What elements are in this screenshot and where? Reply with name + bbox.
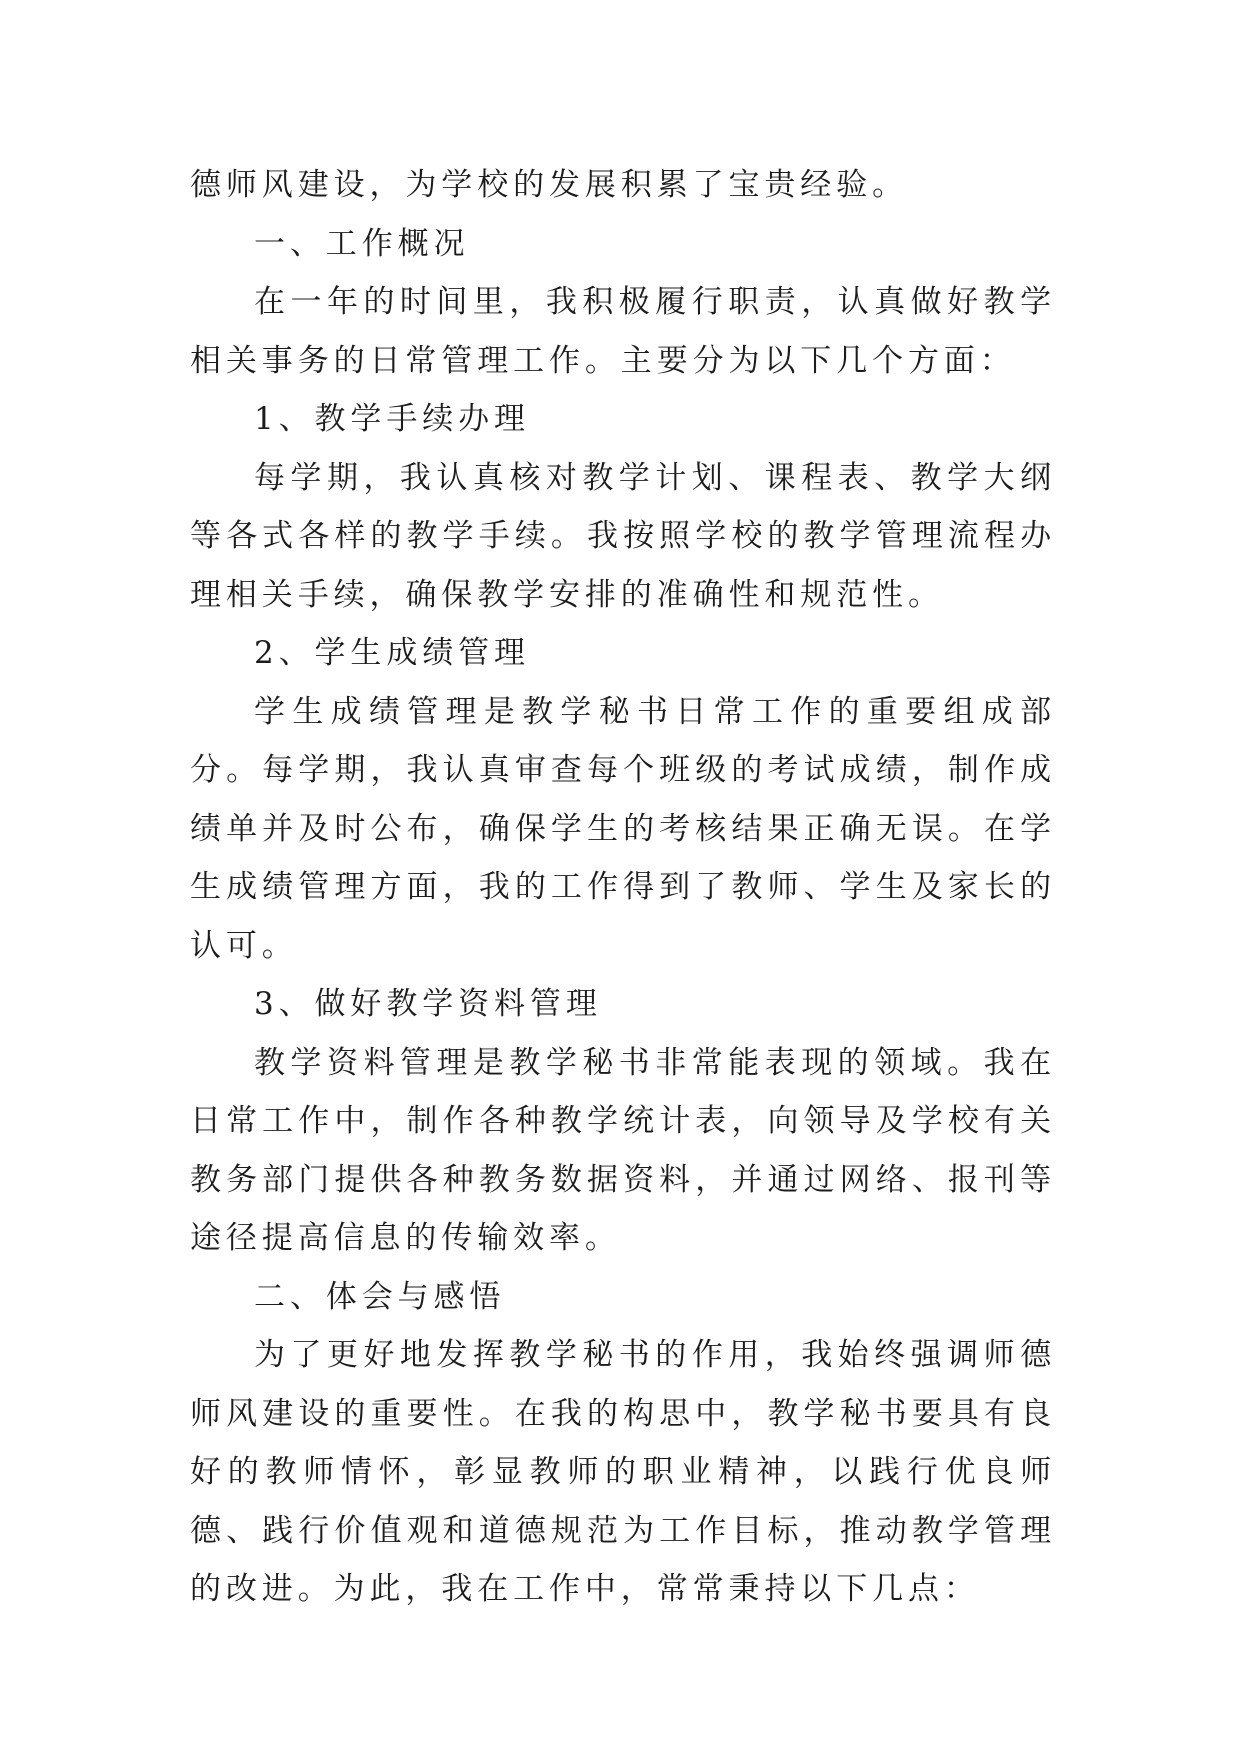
subheading-grade-management: 2、学生成绩管理	[254, 635, 530, 671]
document-body	[190, 156, 1056, 1619]
paragraph-grade-management: 学生成绩管理是教学秘书日常工作的重要组成部分。每学期，我认真审查每个班级的考试成绩，制作成绩单并及时公布，确保学生的考核结果正确无误。在学生成绩管理方面，我的工作得到了教师、学生及家长的认可。	[190, 693, 1056, 964]
section-heading-work-overview: 一、工作概况	[254, 225, 470, 262]
subheading-materials-management: 3、做好教学资料管理	[254, 986, 602, 1022]
paragraph-materials-management: 教学资料管理是教学秘书非常能表现的领域。我在日常工作中，制作各种教学统计表，向领导及学校有关教务部门提供各种教务数据资料，并通过网络、报刊等途径提高信息的传输效率。	[190, 1044, 1056, 1256]
paragraph-work-overview: 在一年的时间里，我积极履行职责，认真做好教学相关事务的日常管理工作。主要分为以下几个方面：	[190, 284, 1056, 379]
paragraph-reflections: 为了更好地发挥教学秘书的作用，我始终强调师德师风建设的重要性。在我的构思中，教学秘书要具有良好的教师情怀，彰显教师的职业精神，以践行优良师德、践行价值观和道德规范为工作目标，推动教学管理的改进。为此，我在工作中，常常秉持以下几点：	[190, 1337, 1056, 1607]
paragraph-teaching-procedures: 每学期，我认真核对教学计划、课程表、教学大纲等各式各样的教学手续。我按照学校的教学管理流程办理相关手续，确保教学安排的准确性和规范性。	[190, 459, 1056, 613]
section-heading-reflections: 二、体会与感悟	[254, 1278, 506, 1315]
paragraph-continuation: 德师风建设，为学校的发展积累了宝贵经验。	[190, 167, 908, 203]
subheading-teaching-procedures: 1、教学手续办理	[254, 401, 530, 437]
